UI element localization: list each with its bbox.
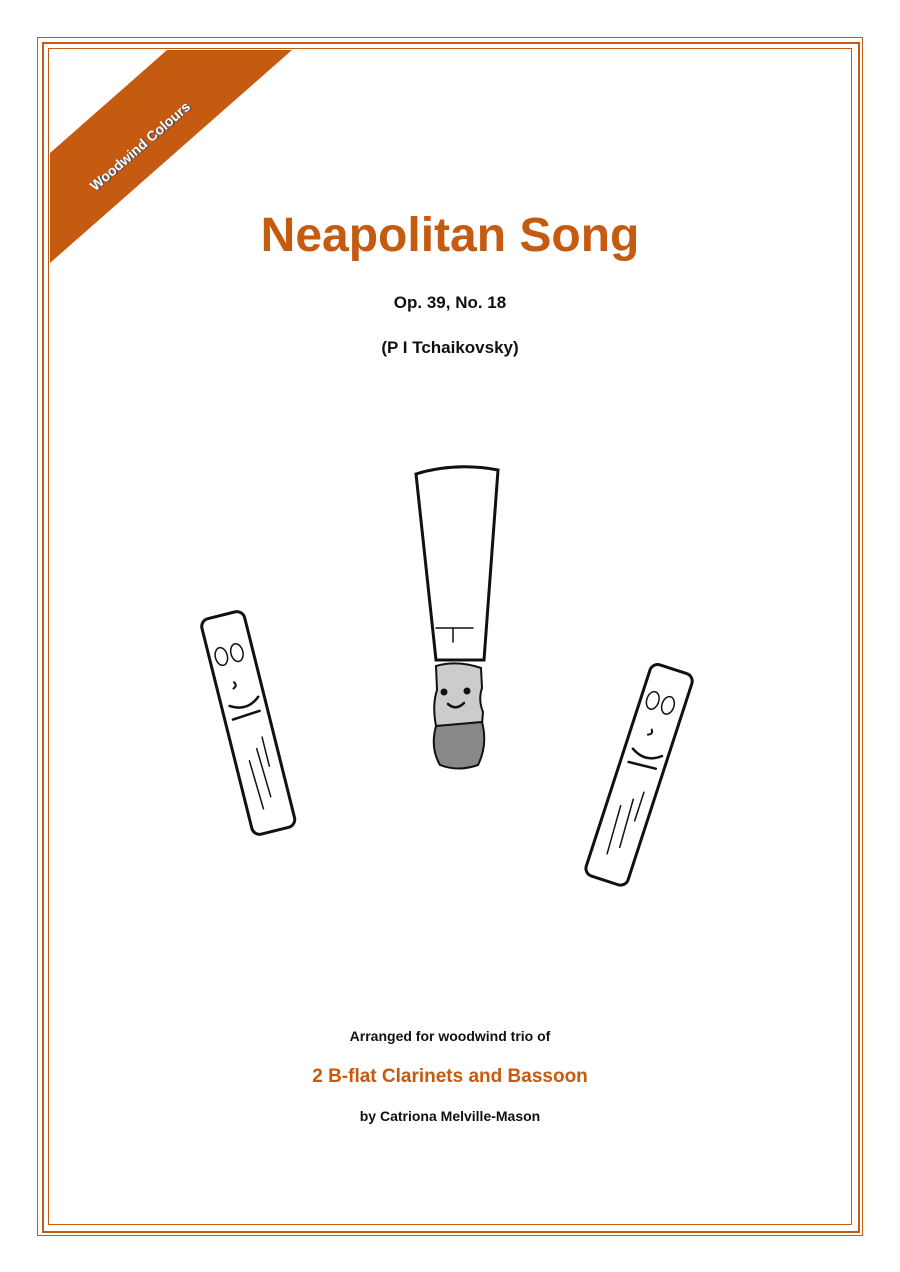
instrumentation: 2 B-flat Clarinets and Bassoon [312, 1066, 588, 1087]
arranged-label: Arranged for woodwind trio of [349, 1028, 551, 1044]
banner-label: Woodwind Colours [86, 98, 194, 194]
page-title: Neapolitan Song [260, 209, 640, 262]
composer: (P I Tchaikovsky) [381, 338, 519, 357]
clarinet-reed-right-drawing [584, 662, 694, 887]
bassoon-reed-drawing [416, 467, 498, 769]
clarinet-reed-left-drawing [200, 610, 296, 836]
opus-number: Op. 39, No. 18 [393, 293, 507, 312]
arranger: by Catriona Melville-Mason [359, 1108, 541, 1124]
